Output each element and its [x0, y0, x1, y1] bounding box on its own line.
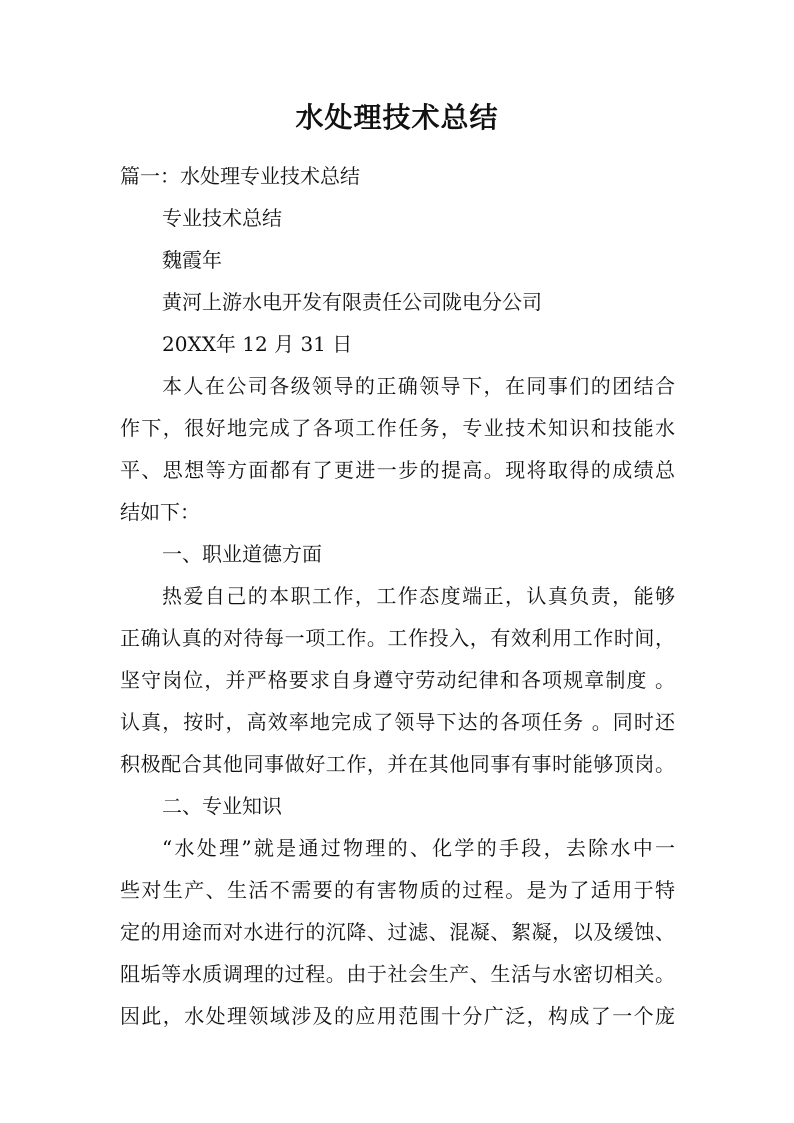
paragraph-line: 正确认真的对待每一项工作。工作投入，有效利用工作时间， — [120, 626, 675, 650]
paragraph-line: 结如下： — [120, 500, 200, 524]
paragraph-line: 定的用途而对水进行的沉降、过滤、混凝、絮凝，以及缓蚀、 — [120, 920, 675, 944]
document-title: 水处理技术总结 — [295, 101, 499, 134]
paragraph-line: 积极配合其他同事做好工作，并在其他同事有事时能够顶岗。 — [120, 752, 675, 776]
section-heading-line: 二、专业知识 — [162, 794, 282, 818]
date-line: 20XX年 12 月 31 日 — [162, 332, 353, 356]
paragraph-line: 些对生产、生活不需要的有害物质的过程。是为了适用于特 — [120, 878, 675, 902]
paragraph-line: 平、思想等方面都有了更进一步的提高。现将取得的成绩总 — [120, 458, 675, 482]
paragraph-line: 作下，很好地完成了各项工作任务，专业技术知识和技能水 — [120, 416, 675, 440]
paragraph-line: 坚守岗位，并严格要求自身遵守劳动纪律和各项规章制度 。 — [120, 668, 675, 692]
paragraph-line: “水处理”就是通过物理的、化学的手段，去除水中一 — [162, 836, 675, 860]
subtitle-line: 专业技术总结 — [162, 206, 282, 230]
paragraph-line: 阻垢等水质调理的过程。由于社会生产、生活与水密切相关。 — [120, 962, 675, 986]
document-body — [120, 155, 675, 1037]
author-line: 魏霞年 — [162, 248, 222, 272]
paragraph-line: 因此，水处理领域涉及的应用范围十分广泛，构成了一个庞 — [120, 1004, 675, 1028]
company-line: 黄河上游水电开发有限责任公司陇电分公司 — [162, 290, 542, 314]
section-heading-line: 篇一：水处理专业技术总结 — [120, 164, 360, 188]
paragraph-line: 热爱自己的本职工作，工作态度端正，认真负责，能够 — [162, 584, 675, 608]
paragraph-line: 认真，按时，高效率地完成了领导下达的各项任务 。同时还 — [120, 710, 675, 734]
paragraph-line: 本人在公司各级领导的正确领导下，在同事们的团结合 — [162, 374, 675, 398]
section-heading-line: 一、职业道德方面 — [162, 542, 322, 566]
